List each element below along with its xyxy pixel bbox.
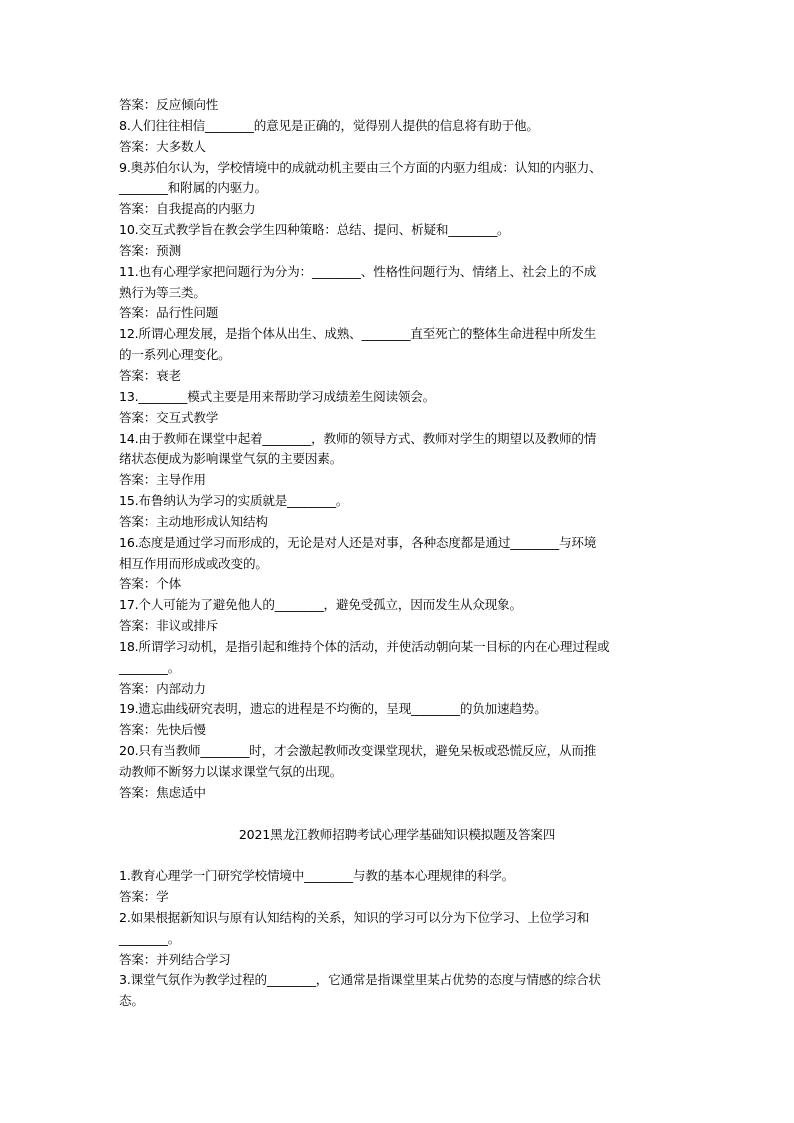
question-line: 14.由于教师在课堂中起着________，教师的领导方式、教师对学生的期望以及教师的情 <box>119 430 597 446</box>
spacer <box>119 804 679 825</box>
question-line: 9.奥苏伯尔认为，学校情境中的成就动机主要由三个方面的内驱力组成：认知的内驱力、 <box>119 159 602 175</box>
answer-line: 答案：主动地形成认知结构 <box>119 513 268 529</box>
question-line: 熟行为等三类。 <box>119 284 206 300</box>
question-line: 10.交互式教学旨在教会学生四种策略：总结、提问、析疑和________。 <box>119 222 510 238</box>
question-line: 相互作用而形成或改变的。 <box>119 555 268 571</box>
question-line: 动教师不断努力以谋求课堂气氛的出现。 <box>119 764 343 779</box>
answer-line: 答案：内部动力 <box>119 680 206 696</box>
answer-line: 答案：非议或排斥 <box>119 618 219 634</box>
answer-line: 答案：自我提高的内驱力 <box>119 201 256 217</box>
answer-line: 答案：交互式教学 <box>119 409 219 425</box>
question-line: 的一系列心理变化。 <box>119 347 231 363</box>
answer-line: 答案：大多数人 <box>119 138 206 154</box>
section-title: 2021黑龙江教师招聘考试心理学基础知识模拟题及答案四 <box>238 826 556 842</box>
question-line: 12.所谓心理发展，是指个体从出生、成熟、________直至死亡的整体生命进程中所发生 <box>119 326 597 342</box>
question-line: 8.人们往往相信________的意见是正确的，觉得别人提供的信息将有助于他。 <box>119 117 539 133</box>
answer-line: 答案：个体 <box>119 576 181 592</box>
question-line: 19.遗忘曲线研究表明，遗忘的进程是不均衡的，呈现________的负加速趋势。 <box>119 701 547 717</box>
document-body <box>119 95 679 1012</box>
answer-line: 答案：反应倾向性 <box>119 97 219 112</box>
question-line: 1.教育心理学一门研究学校情境中________与教的基本心理规律的科学。 <box>119 868 515 884</box>
question-line: 17.个人可能为了避免他人的________，避免受孤立，因而发生从众现象。 <box>119 597 522 613</box>
question-line: 15.布鲁纳认为学习的实质就是________。 <box>119 493 349 509</box>
question-line: 11.也有心理学家把问题行为分为：________、性格性问题行为、情绪上、社会上的不成 <box>119 263 597 279</box>
question-line: 3.课堂气氛作为教学过程的________，它通常是指课堂里某占优势的态度与情感的综合状 <box>119 972 601 988</box>
spacer <box>119 845 679 866</box>
answer-line: 答案：焦虑适中 <box>119 784 206 800</box>
answer-line: 答案：预测 <box>119 242 181 258</box>
answer-line: 答案：并列结合学习 <box>119 951 231 967</box>
answer-line: 答案：学 <box>119 889 169 905</box>
answer-line: 答案：品行性问题 <box>119 305 219 321</box>
question-line: 16.态度是通过学习而形成的，无论是对人还是对事，各种态度都是通过________与环境 <box>119 534 597 550</box>
question-line: 13.________模式主要是用来帮助学习成绩差生阅读领会。 <box>119 388 436 404</box>
question-line: 20.只有当教师________时，才会激起教师改变课堂现状，避免呆板或恐慌反应，从而推 <box>119 743 597 759</box>
question-line: 2.如果根据新知识与原有认知结构的关系，知识的学习可以分为下位学习、上位学习和 <box>119 909 590 925</box>
question-line: 18.所谓学习动机，是指引起和维持个体的活动，并使活动朝向某一目标的内在心理过程或 <box>119 638 610 654</box>
answer-line: 答案：衰老 <box>119 367 181 383</box>
answer-line: 答案：主导作用 <box>119 472 206 488</box>
question-line: 绪状态便成为影响课堂气氛的主要因素。 <box>119 451 343 467</box>
question-line: ________。 <box>119 930 181 946</box>
answer-line: 答案：先快后慢 <box>119 722 206 738</box>
question-line: 态。 <box>119 993 144 1009</box>
question-line: ________。 <box>119 659 181 675</box>
question-line: ________和附属的内驱力。 <box>119 180 267 196</box>
